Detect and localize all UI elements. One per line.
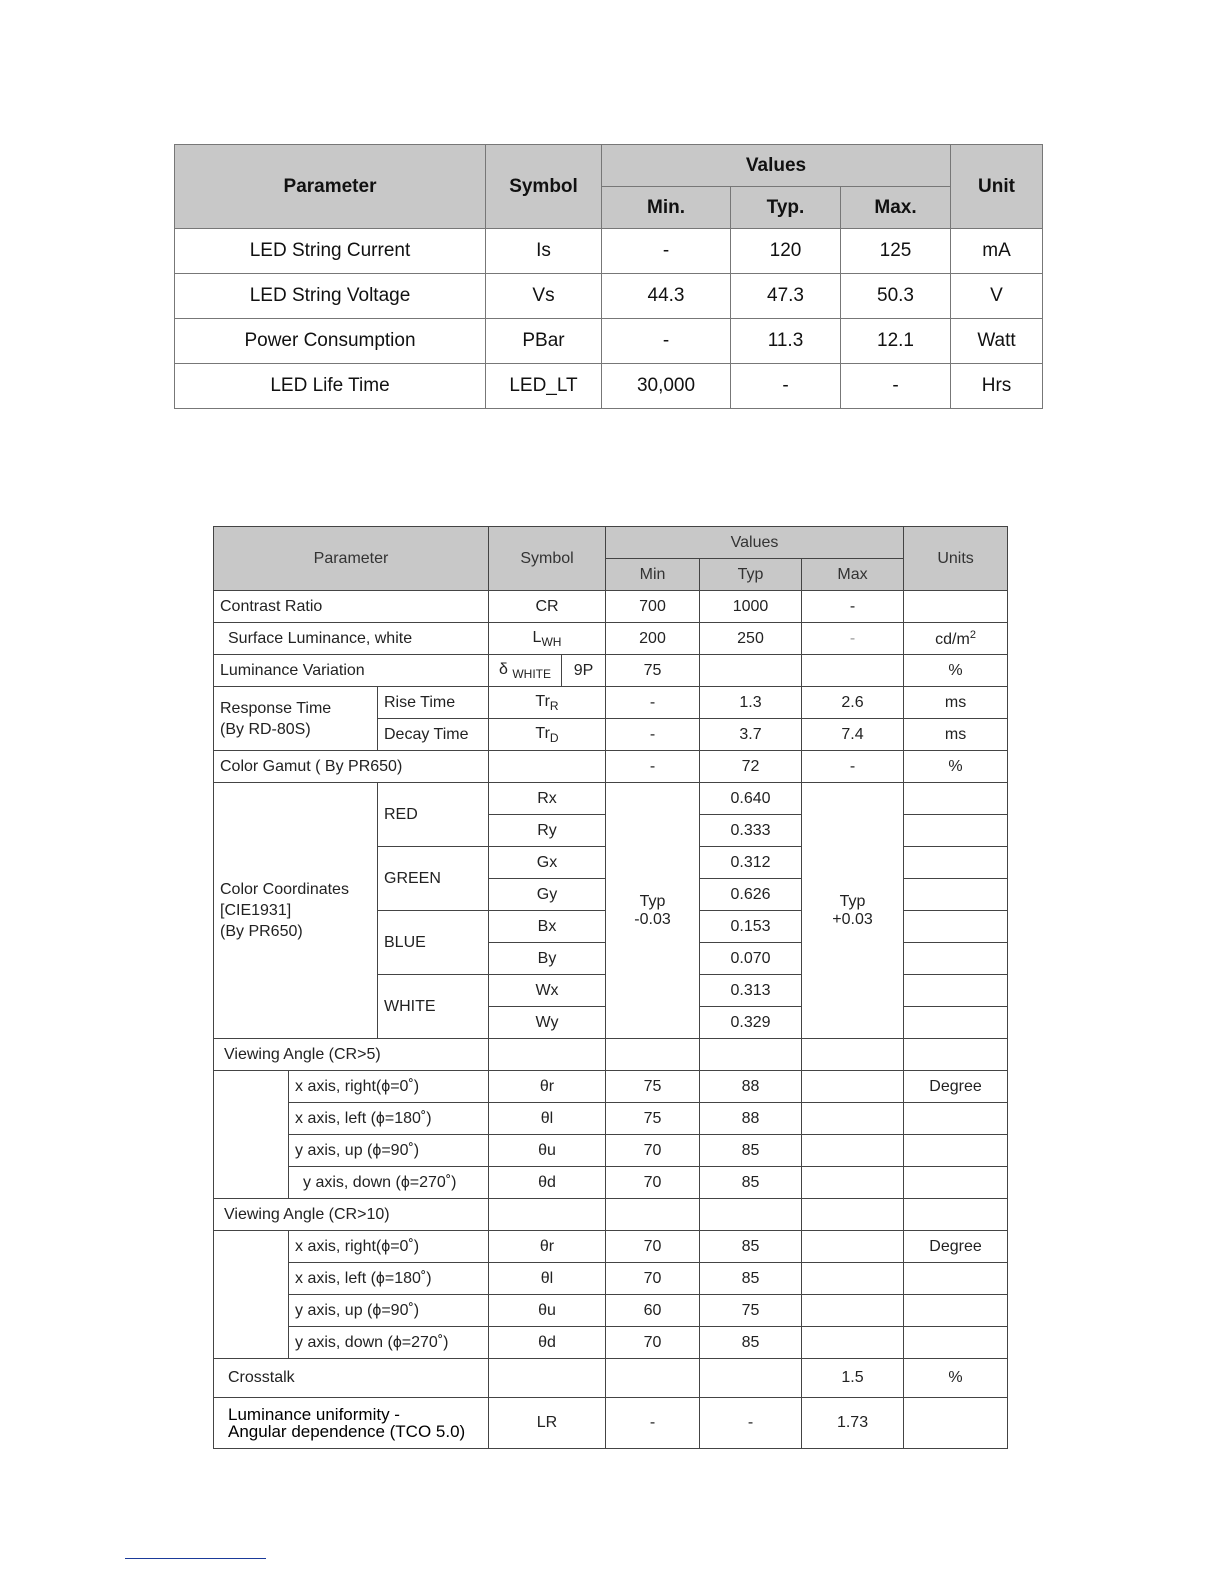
crosstalk-unit: % xyxy=(904,1359,1008,1398)
view5-symbol: θu xyxy=(489,1135,606,1167)
uniformity-line2: Angular dependence (TCO 5.0) xyxy=(228,1422,466,1441)
color-red: RED xyxy=(378,783,489,847)
view10-symbol: θr xyxy=(489,1231,606,1263)
typ-gy: 0.626 xyxy=(700,879,802,911)
rise-typ: 1.3 xyxy=(700,687,802,719)
unit-cell xyxy=(904,783,1008,815)
coords-min-line2: -0.03 xyxy=(634,910,671,928)
crosstalk-typ xyxy=(700,1359,802,1398)
table-row xyxy=(214,591,1008,623)
row-symbol: Vs xyxy=(486,274,602,319)
color-coords-min xyxy=(606,783,700,1039)
table-row xyxy=(214,1199,1008,1231)
luminance-unit xyxy=(904,623,1008,655)
empty-cell xyxy=(700,1039,802,1071)
color-coords-line1: Color Coordinates xyxy=(220,881,349,898)
rise-max: 2.6 xyxy=(802,687,904,719)
color-blue: BLUE xyxy=(378,911,489,975)
luminance-symbol xyxy=(489,623,606,655)
row-min: 30,000 xyxy=(602,364,731,409)
view5-min: 75 xyxy=(606,1071,700,1103)
table-row xyxy=(214,1327,1008,1359)
gamut-symbol xyxy=(489,751,606,783)
row-symbol: PBar xyxy=(486,319,602,364)
rise-symbol-sub: R xyxy=(549,698,559,713)
row-max: - xyxy=(841,364,951,409)
view5-label: x axis, right(ϕ=0˚) xyxy=(289,1071,489,1103)
view5-min: 70 xyxy=(606,1167,700,1199)
gamut-parameter: Color Gamut ( By PR650) xyxy=(214,751,489,783)
header-values: Values xyxy=(606,527,904,559)
typ-gx: 0.312 xyxy=(700,847,802,879)
table-row xyxy=(175,364,1043,409)
decay-typ: 3.7 xyxy=(700,719,802,751)
table-row xyxy=(214,1039,1008,1071)
decay-symbol xyxy=(489,719,606,751)
color-coords-max xyxy=(802,783,904,1039)
footnote-separator-line xyxy=(125,1558,266,1559)
rise-label: Rise Time xyxy=(378,687,489,719)
luminance-parameter: Surface Luminance, white xyxy=(214,623,489,655)
view5-max xyxy=(802,1135,904,1167)
empty-cell xyxy=(802,1039,904,1071)
table-row xyxy=(214,623,1008,655)
row-parameter: LED String Voltage xyxy=(175,274,486,319)
table-row xyxy=(214,1071,1008,1103)
view5-typ: 88 xyxy=(700,1071,802,1103)
view5-label: y axis, up (ϕ=90˚) xyxy=(289,1135,489,1167)
coords-max-line2: +0.03 xyxy=(832,910,873,928)
color-coords-group xyxy=(214,783,378,1039)
empty-cell xyxy=(802,1199,904,1231)
symbol-rx: Rx xyxy=(489,783,606,815)
variation-parameter: Luminance Variation xyxy=(214,655,489,687)
table-row xyxy=(214,783,1008,815)
uniformity-unit xyxy=(904,1398,1008,1449)
row-typ: - xyxy=(731,364,841,409)
variation-min: 75 xyxy=(606,655,700,687)
view10-min: 70 xyxy=(606,1231,700,1263)
view10-min: 70 xyxy=(606,1263,700,1295)
luminance-typ: 250 xyxy=(700,623,802,655)
view5-unit: Degree xyxy=(904,1071,1008,1103)
coords-min-line1: Typ xyxy=(639,892,666,910)
table-row xyxy=(214,1359,1008,1398)
view10-min: 60 xyxy=(606,1295,700,1327)
symbol-ry: Ry xyxy=(489,815,606,847)
variation-unit: % xyxy=(904,655,1008,687)
empty-cell xyxy=(489,1039,606,1071)
variation-points: 9P xyxy=(562,655,606,687)
view5-max xyxy=(802,1167,904,1199)
view10-typ: 85 xyxy=(700,1231,802,1263)
table-row xyxy=(214,1398,1008,1449)
variation-symbol-main: δ xyxy=(498,660,508,678)
symbol-gx: Gx xyxy=(489,847,606,879)
symbol-bx: Bx xyxy=(489,911,606,943)
view5-unit xyxy=(904,1135,1008,1167)
contrast-parameter: Contrast Ratio xyxy=(214,591,489,623)
header-typ: Typ. xyxy=(731,187,841,229)
row-typ: 47.3 xyxy=(731,274,841,319)
empty-cell xyxy=(904,1199,1008,1231)
response-group xyxy=(214,687,378,751)
table-row xyxy=(214,1295,1008,1327)
variation-max xyxy=(802,655,904,687)
header-units: Units xyxy=(904,527,1008,591)
uniformity-parameter xyxy=(214,1398,489,1449)
view10-max xyxy=(802,1263,904,1295)
table-row xyxy=(214,1135,1008,1167)
view5-unit xyxy=(904,1103,1008,1135)
typ-ry: 0.333 xyxy=(700,815,802,847)
header-parameter: Parameter xyxy=(175,145,486,229)
coords-max-line1: Typ xyxy=(839,892,866,910)
uniformity-max: 1.73 xyxy=(802,1398,904,1449)
empty-cell xyxy=(606,1039,700,1071)
view10-unit xyxy=(904,1327,1008,1359)
unit-cell xyxy=(904,975,1008,1007)
table-row xyxy=(214,687,1008,719)
header-max: Max. xyxy=(841,187,951,229)
header-symbol: Symbol xyxy=(486,145,602,229)
view10-title: Viewing Angle (CR>10) xyxy=(214,1199,489,1231)
typ-wx: 0.313 xyxy=(700,975,802,1007)
view5-typ: 85 xyxy=(700,1167,802,1199)
gamut-max: - xyxy=(802,751,904,783)
view10-typ: 85 xyxy=(700,1263,802,1295)
rise-symbol xyxy=(489,687,606,719)
header-symbol: Symbol xyxy=(489,527,606,591)
unit-cell xyxy=(904,1007,1008,1039)
unit-cell xyxy=(904,943,1008,975)
table-row xyxy=(175,274,1043,319)
view10-unit: Degree xyxy=(904,1231,1008,1263)
empty-cell xyxy=(489,1199,606,1231)
response-line2: (By RD-80S) xyxy=(220,720,311,738)
rise-unit: ms xyxy=(904,687,1008,719)
view10-max xyxy=(802,1327,904,1359)
table-row xyxy=(214,1263,1008,1295)
view10-max xyxy=(802,1231,904,1263)
decay-max: 7.4 xyxy=(802,719,904,751)
view10-min: 70 xyxy=(606,1327,700,1359)
decay-symbol-main: Tr xyxy=(535,724,550,742)
typ-rx: 0.640 xyxy=(700,783,802,815)
crosstalk-parameter: Crosstalk xyxy=(214,1359,489,1398)
view5-min: 75 xyxy=(606,1103,700,1135)
decay-label: Decay Time xyxy=(378,719,489,751)
view5-typ: 85 xyxy=(700,1135,802,1167)
empty-cell xyxy=(904,1039,1008,1071)
variation-symbol-sub: WHITE xyxy=(512,666,552,681)
view10-typ: 75 xyxy=(700,1295,802,1327)
response-line1: Response Time xyxy=(220,699,332,717)
unit-cell xyxy=(904,815,1008,847)
row-min: - xyxy=(602,319,731,364)
row-min: 44.3 xyxy=(602,274,731,319)
table-row xyxy=(214,751,1008,783)
view5-max xyxy=(802,1071,904,1103)
contrast-max: - xyxy=(802,591,904,623)
header-parameter: Parameter xyxy=(214,527,489,591)
uniformity-min: - xyxy=(606,1398,700,1449)
color-coords-line3: (By PR650) xyxy=(220,923,303,940)
gamut-min: - xyxy=(606,751,700,783)
table-row xyxy=(214,1231,1008,1263)
uniformity-symbol: LR xyxy=(489,1398,606,1449)
row-max: 50.3 xyxy=(841,274,951,319)
contrast-unit xyxy=(904,591,1008,623)
color-coords-line2: [CIE1931] xyxy=(220,902,292,919)
crosstalk-min xyxy=(606,1359,700,1398)
view5-symbol: θr xyxy=(489,1071,606,1103)
empty-cell xyxy=(700,1199,802,1231)
luminance-max: - xyxy=(802,623,904,655)
row-unit: Hrs xyxy=(951,364,1043,409)
view5-label: y axis, down (ϕ=270˚) xyxy=(289,1167,489,1199)
led-backlight-table xyxy=(174,144,1043,409)
view10-label: x axis, left (ϕ=180˚) xyxy=(289,1263,489,1295)
header-unit: Unit xyxy=(951,145,1043,229)
view10-label: x axis, right(ϕ=0˚) xyxy=(289,1231,489,1263)
view10-symbol: θd xyxy=(489,1327,606,1359)
table-row xyxy=(175,319,1043,364)
typ-bx: 0.153 xyxy=(700,911,802,943)
contrast-typ: 1000 xyxy=(700,591,802,623)
uniformity-typ: - xyxy=(700,1398,802,1449)
view5-typ: 88 xyxy=(700,1103,802,1135)
row-parameter: LED Life Time xyxy=(175,364,486,409)
table-row xyxy=(214,1167,1008,1199)
variation-typ xyxy=(700,655,802,687)
luminance-min: 200 xyxy=(606,623,700,655)
luminance-unit-main: cd/m xyxy=(935,630,970,648)
view5-label: x axis, left (ϕ=180˚) xyxy=(289,1103,489,1135)
header-min: Min xyxy=(606,559,700,591)
luminance-symbol-sub: WH xyxy=(541,634,562,649)
row-symbol: Is xyxy=(486,229,602,274)
row-unit: Watt xyxy=(951,319,1043,364)
variation-symbol xyxy=(489,655,562,687)
crosstalk-max: 1.5 xyxy=(802,1359,904,1398)
symbol-wx: Wx xyxy=(489,975,606,1007)
view5-title: Viewing Angle (CR>5) xyxy=(214,1039,489,1071)
view5-symbol: θl xyxy=(489,1103,606,1135)
uniformity-line1: Luminance uniformity - xyxy=(228,1405,400,1424)
row-parameter: LED String Current xyxy=(175,229,486,274)
indent-cell xyxy=(214,1231,289,1359)
color-white: WHITE xyxy=(378,975,489,1039)
view10-label: y axis, up (ϕ=90˚) xyxy=(289,1295,489,1327)
header-max: Max xyxy=(802,559,904,591)
unit-cell xyxy=(904,879,1008,911)
decay-symbol-sub: D xyxy=(549,730,559,745)
contrast-min: 700 xyxy=(606,591,700,623)
unit-cell xyxy=(904,911,1008,943)
view10-unit xyxy=(904,1263,1008,1295)
rise-symbol-main: Tr xyxy=(535,692,550,710)
view10-typ: 85 xyxy=(700,1327,802,1359)
row-max: 125 xyxy=(841,229,951,274)
view10-symbol: θl xyxy=(489,1263,606,1295)
rise-min: - xyxy=(606,687,700,719)
table-row xyxy=(214,1103,1008,1135)
table-row xyxy=(175,229,1043,274)
header-min: Min. xyxy=(602,187,731,229)
luminance-unit-sup: 2 xyxy=(969,628,976,641)
view10-max xyxy=(802,1295,904,1327)
row-symbol: LED_LT xyxy=(486,364,602,409)
gamut-unit: % xyxy=(904,751,1008,783)
empty-cell xyxy=(606,1199,700,1231)
row-min: - xyxy=(602,229,731,274)
optical-characteristics-table xyxy=(213,526,1008,1449)
typ-by: 0.070 xyxy=(700,943,802,975)
contrast-symbol: CR xyxy=(489,591,606,623)
row-typ: 120 xyxy=(731,229,841,274)
crosstalk-symbol xyxy=(489,1359,606,1398)
view5-unit xyxy=(904,1167,1008,1199)
view5-min: 70 xyxy=(606,1135,700,1167)
decay-min: - xyxy=(606,719,700,751)
view5-max xyxy=(802,1103,904,1135)
symbol-wy: Wy xyxy=(489,1007,606,1039)
symbol-gy: Gy xyxy=(489,879,606,911)
view10-label: y axis, down (ϕ=270˚) xyxy=(289,1327,489,1359)
indent-cell xyxy=(214,1071,289,1199)
luminance-symbol-main: L xyxy=(532,628,542,646)
decay-unit: ms xyxy=(904,719,1008,751)
view5-symbol: θd xyxy=(489,1167,606,1199)
symbol-by: By xyxy=(489,943,606,975)
table-row xyxy=(214,655,1008,687)
color-green: GREEN xyxy=(378,847,489,911)
row-unit: mA xyxy=(951,229,1043,274)
row-parameter: Power Consumption xyxy=(175,319,486,364)
view10-symbol: θu xyxy=(489,1295,606,1327)
gamut-typ: 72 xyxy=(700,751,802,783)
view10-unit xyxy=(904,1295,1008,1327)
header-values: Values xyxy=(602,145,951,187)
unit-cell xyxy=(904,847,1008,879)
row-max: 12.1 xyxy=(841,319,951,364)
header-typ: Typ xyxy=(700,559,802,591)
row-unit: V xyxy=(951,274,1043,319)
row-typ: 11.3 xyxy=(731,319,841,364)
typ-wy: 0.329 xyxy=(700,1007,802,1039)
